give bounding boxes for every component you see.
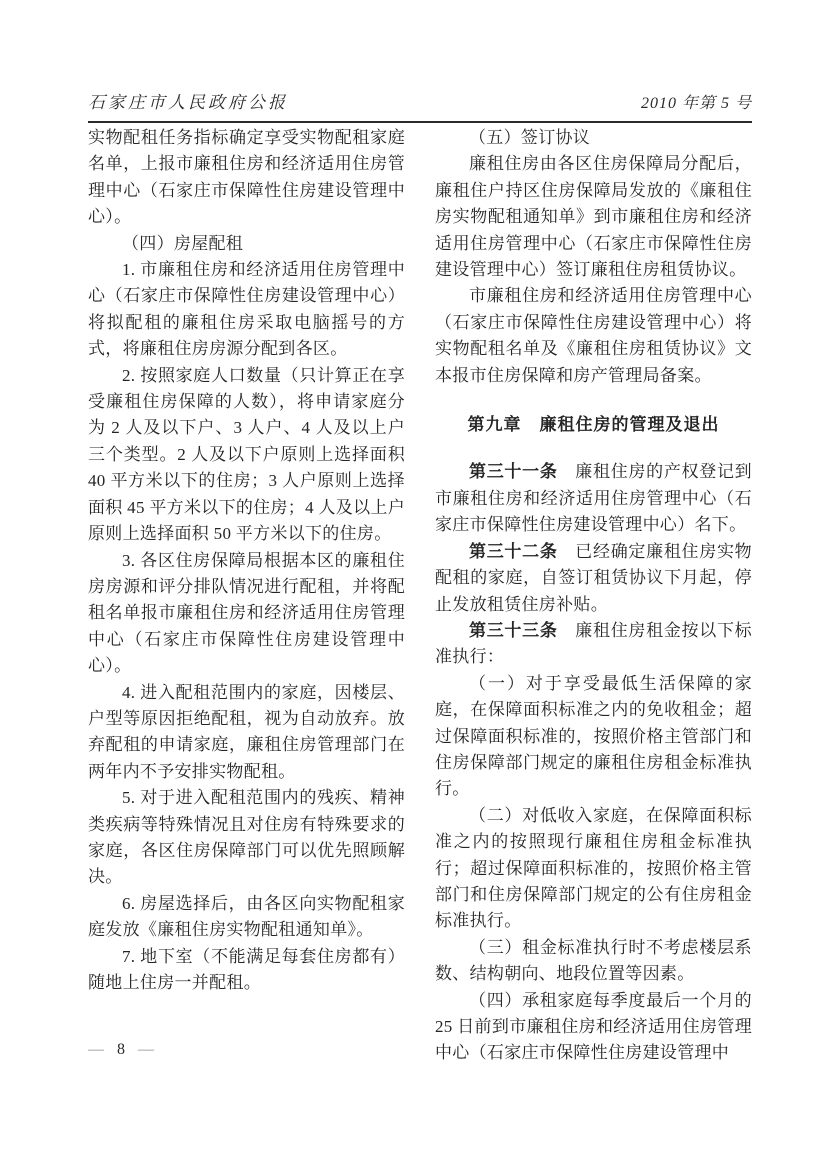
chapter-heading: 第九章 廉租住房的管理及退出 bbox=[467, 415, 720, 435]
paragraph-clause-4: （四）承租家庭每季度最后一个月的 25 日前到市廉租住房和经济适用住房管理中心（石家庄市保障性住房建设管理中 bbox=[435, 990, 752, 1063]
paragraph-item-5: （五）签订协议 bbox=[469, 128, 591, 147]
paragraph-continuation: 实物配租任务指标确定享受实物配租家庭名单，上报市廉租住房和经济适用住房管理中心（石家庄市保障性住房建设管理中心）。 bbox=[88, 128, 405, 227]
article-number: 第三十一条 bbox=[469, 462, 558, 482]
page-content bbox=[88, 125, 752, 1067]
gazette-title: 石家庄市人民政府公报 bbox=[88, 93, 288, 112]
footer-right-dash: — bbox=[138, 1041, 154, 1058]
paragraph-sub-2: 2. 按照家庭人口数量（只计算正在享受廉租住房保障的人数），将申请家庭分为 2 人及以下户、3 人户、4 人及以上户三个类型。2 人及以下户原则上选择面积 40 平方米以下的住房；3 人户原则上选择面积 45 平方米以下的住房；4 人及以上户原则上选择面积 50 平方米以下的住房。 bbox=[88, 365, 405, 544]
paragraph-clause-2: （二）对低收入家庭，在保障面积标准之内的按照现行廉租住房租金标准执行；超过保障面积标准的，按照价格主管部门和住房保障部门规定的公有住房租金标准执行。 bbox=[435, 805, 752, 931]
page-header bbox=[88, 88, 752, 123]
article-number: 第三十二条 bbox=[469, 541, 558, 561]
paragraph-sub-6: 6. 房屋选择后，由各区向实物配租家庭发放《廉租住房实物配租通知单》。 bbox=[88, 893, 405, 940]
left-column bbox=[88, 125, 405, 1067]
article-32 bbox=[435, 539, 752, 618]
paragraph-clause-1: （一）对于享受最低生活保障的家庭，在保障面积标准之内的免收租金；超过保障面积标准的，按照价格主管部门和住房保障部门规定的廉租住房租金标准执行。 bbox=[435, 673, 752, 799]
paragraph: 市廉租住房和经济适用住房管理中心（石家庄市保障性住房建设管理中心）将实物配租名单及《廉租住房租赁协议》文本报市住房保障和房产管理局备案。 bbox=[435, 286, 752, 385]
paragraph-sub-4: 4. 进入配租范围内的家庭，因楼层、户型等原因拒绝配租，视为自动放弃。放弃配租的申请家庭，廉租住房管理部门在两年内不予安排实物配租。 bbox=[88, 682, 405, 781]
issue-number: 2010 年第 5 号 bbox=[640, 95, 752, 112]
article-33 bbox=[435, 618, 752, 671]
article-text: 已经确定廉租住房实物配租的家庭，自签订租赁协议下月起，停止发放租赁住房补贴。 bbox=[435, 541, 752, 614]
footer-page-number: 8 bbox=[117, 1041, 125, 1058]
article-number: 第三十三条 bbox=[469, 620, 558, 640]
paragraph-sub-1: 1. 市廉租住房和经济适用住房管理中心（石家庄市保障性住房建设管理中心）将拟配租的廉租住房采取电脑摇号的方式，将廉租住房房源分配到各区。 bbox=[88, 260, 405, 359]
article-31 bbox=[435, 459, 752, 538]
right-column bbox=[435, 125, 752, 1067]
article-text: 廉租住房的产权登记到市廉租住房和经济适用住房管理中心（石家庄市保障性住房建设管理中心）名下。 bbox=[435, 462, 752, 535]
paragraph-sub-7: 7. 地下室（不能满足每套住房都有）随地上住房一并配租。 bbox=[88, 946, 405, 992]
page-number bbox=[88, 1041, 154, 1059]
paragraph-clause-3: （三）租金标准执行时不考虑楼层系数、结构朝向、地段位置等因素。 bbox=[435, 937, 752, 984]
article-text: 廉租住房租金按以下标准执行： bbox=[435, 620, 752, 667]
paragraph-item-4: （四）房屋配租 bbox=[122, 233, 244, 253]
paragraph: 廉租住房由各区住房保障局分配后，廉租住户持区住房保障局发放的《廉租住房实物配租通知单》到市廉租住房和经济适用住房管理中心（石家庄市保障性住房建设管理中心）签订廉租住房租赁协议。 bbox=[435, 154, 752, 280]
paragraph-sub-3: 3. 各区住房保障局根据本区的廉租住房房源和评分排队情况进行配租，并将配租名单报市廉租住房和经济适用住房管理中心（石家庄市保障性住房建设管理中心）。 bbox=[88, 550, 405, 676]
footer-left-dash: — bbox=[88, 1041, 104, 1058]
paragraph-sub-5: 5. 对于进入配租范围内的残疾、精神类疾病等特殊情况且对住房有特殊要求的家庭，各区住房保障部门可以优先照顾解决。 bbox=[88, 788, 405, 887]
